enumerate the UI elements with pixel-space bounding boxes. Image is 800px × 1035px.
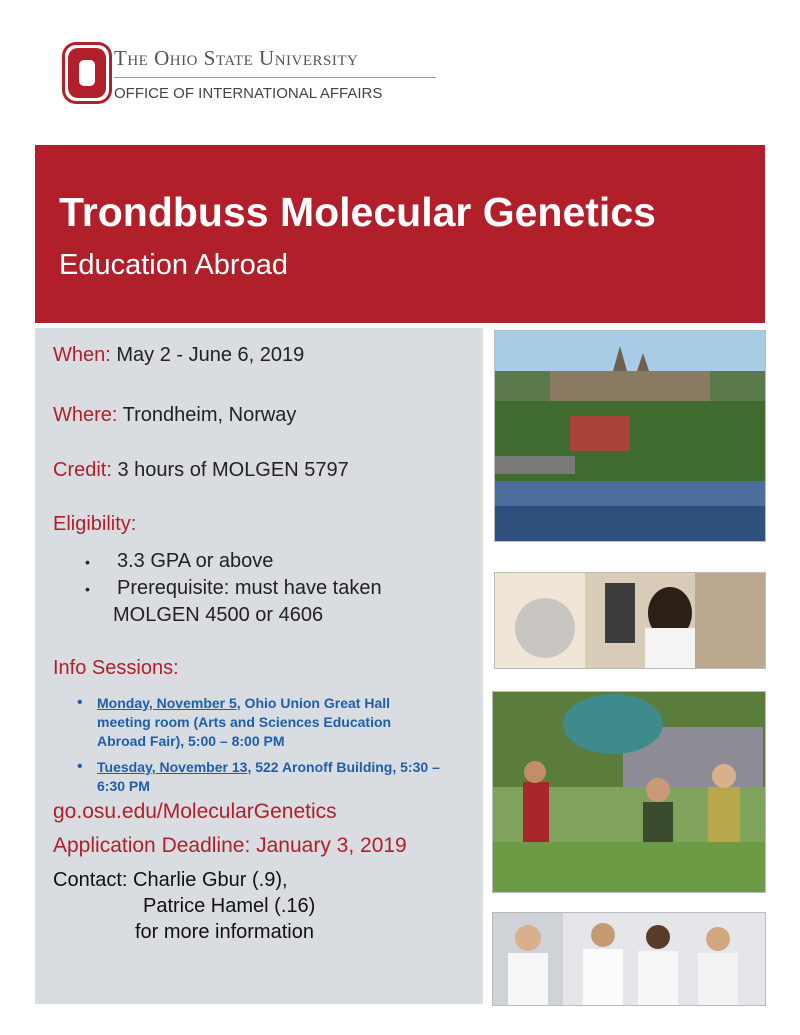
- when-value: May 2 - June 6, 2019: [116, 344, 305, 366]
- eligibility-item-continued: MOLGEN 4500 or 4606: [113, 604, 324, 626]
- block-o-logo-icon: [54, 40, 120, 106]
- landscape-photo-icon: [495, 331, 765, 541]
- where-row: [53, 404, 296, 427]
- lab-microscope-photo: [494, 572, 766, 669]
- students-outdoor-photo: [492, 691, 766, 893]
- when-label: When:: [53, 344, 111, 366]
- bullet-icon: •: [77, 694, 83, 711]
- session-details: meeting room (Arts and Sciences Education: [97, 714, 392, 730]
- contact-line: Patrice Hamel (.16): [143, 895, 316, 917]
- info-session-item: [97, 694, 477, 751]
- eligibility-item-text: 3.3 GPA or above: [117, 550, 274, 572]
- details-panel: [35, 328, 483, 1004]
- credit-row: [53, 459, 349, 482]
- session-details: Abroad Fair), 5:00 – 8:00 PM: [97, 733, 285, 749]
- eligibility-item: [87, 550, 273, 573]
- credit-label: Credit:: [53, 459, 112, 481]
- contact-info-note: for more information: [135, 921, 314, 943]
- university-name: The Ohio State University: [114, 46, 359, 70]
- eligibility-label: Eligibility:: [53, 513, 137, 535]
- lab-group-photo-icon: [493, 913, 765, 1005]
- title-banner: [35, 145, 765, 323]
- where-value: Trondheim, Norway: [122, 404, 297, 426]
- office-name: OFFICE OF INTERNATIONAL AFFAIRS: [114, 85, 383, 102]
- program-subtitle: Education Abroad: [59, 249, 288, 281]
- info-session-item: [97, 758, 477, 796]
- header-divider: [114, 77, 436, 78]
- program-url-link[interactable]: go.osu.edu/MolecularGenetics: [53, 800, 337, 823]
- osu-block-o-logo: [54, 40, 120, 106]
- trondheim-campus-photo: [494, 330, 766, 542]
- contact-line: Contact: Charlie Gbur (.9),: [53, 869, 288, 891]
- bullet-icon: •: [85, 581, 90, 597]
- where-label: Where:: [53, 404, 118, 426]
- info-sessions-label: Info Sessions:: [53, 657, 179, 679]
- group-photo-icon: [493, 692, 765, 892]
- session-details: 6:30 PM: [97, 778, 150, 794]
- session-details: , Ohio Union Great Hall: [236, 695, 391, 711]
- credit-value: 3 hours of MOLGEN 5797: [117, 459, 349, 481]
- application-deadline: Application Deadline: January 3, 2019: [53, 834, 407, 857]
- program-title: Trondbuss Molecular Genetics: [59, 189, 656, 235]
- session-date-link[interactable]: Monday, November 5: [97, 695, 237, 711]
- lab-photo-icon: [495, 573, 765, 668]
- eligibility-item: [87, 577, 382, 600]
- when-row: [53, 344, 304, 367]
- bullet-icon: •: [77, 758, 83, 775]
- bullet-icon: •: [85, 554, 90, 570]
- eligibility-item-text: Prerequisite: must have taken: [117, 577, 382, 599]
- session-details: , 522 Aronoff Building, 5:30 –: [247, 759, 440, 775]
- students-lab-photo: [492, 912, 766, 1006]
- session-date-link[interactable]: Tuesday, November 13: [97, 759, 248, 775]
